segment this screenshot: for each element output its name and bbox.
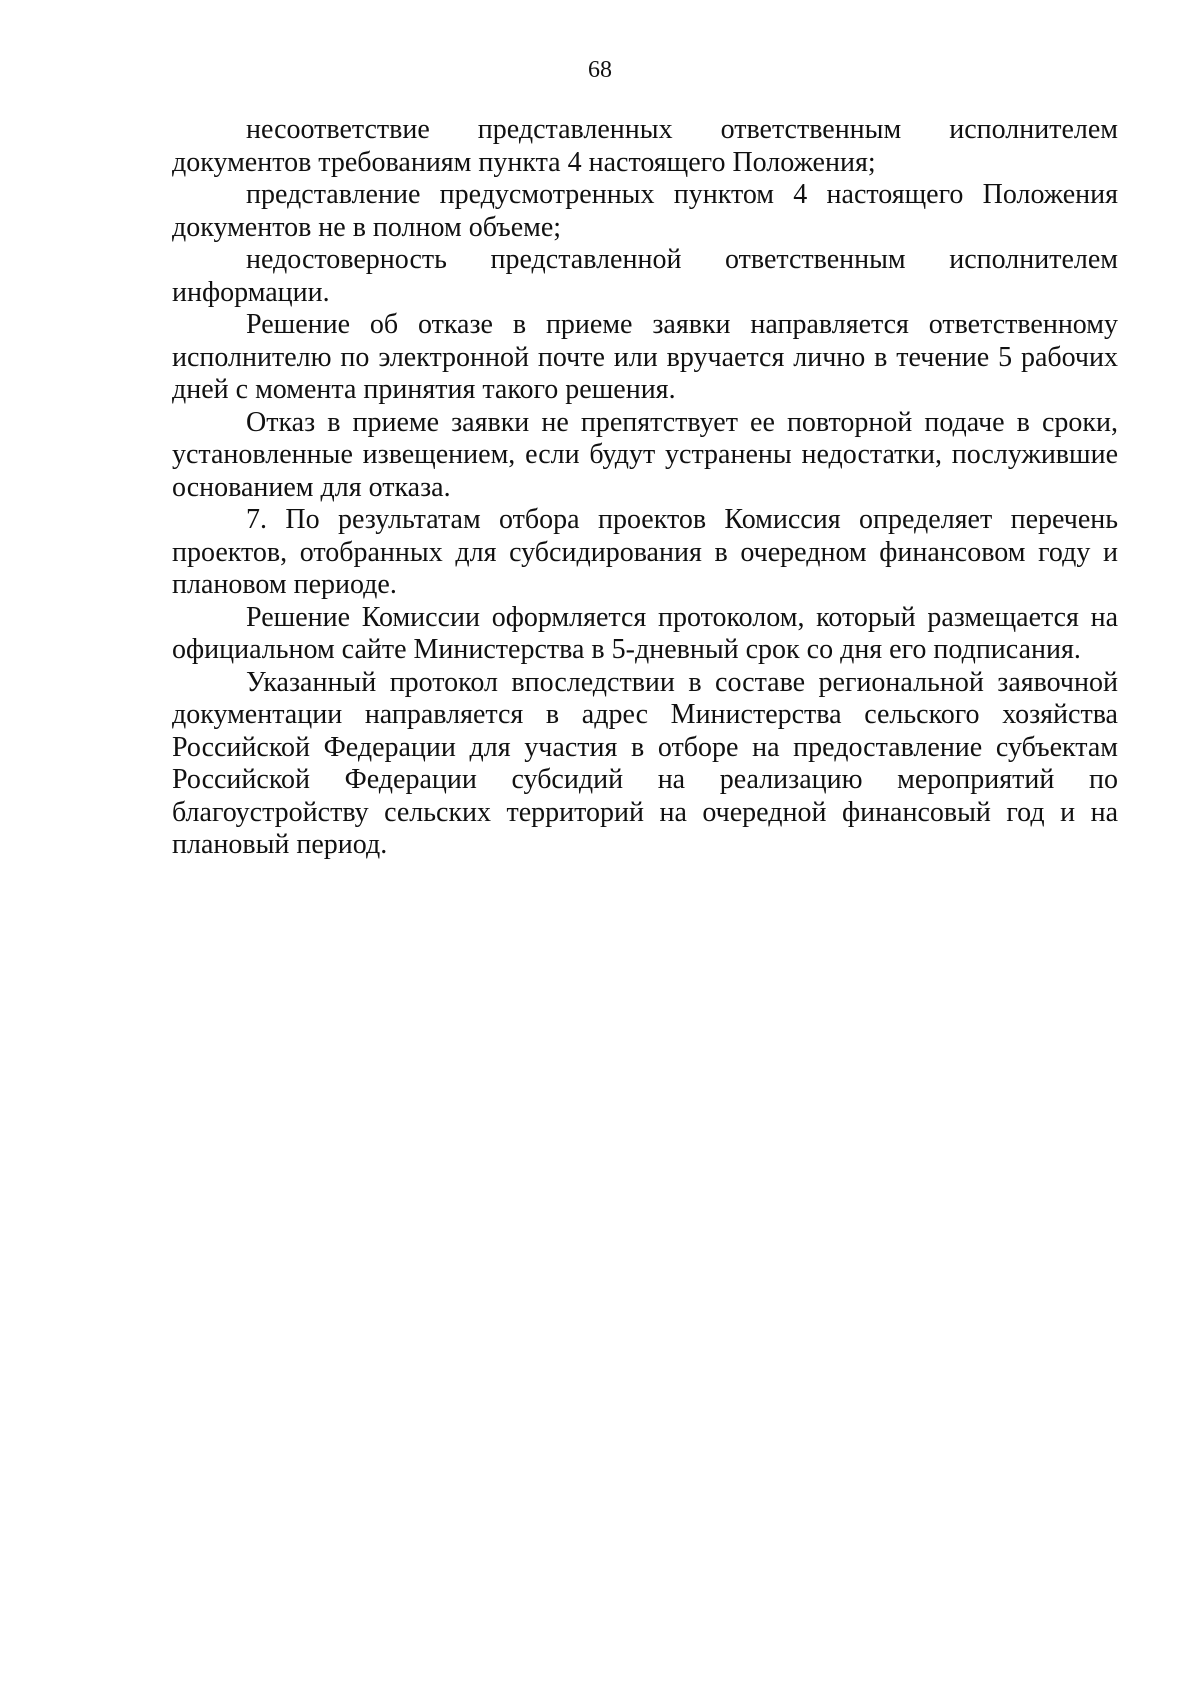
paragraph-resubmission: Отказ в приеме заявки не препятствует ее повторной подаче в сроки, установленные извещением, если будут устранены недостатки, послужившие основанием для отказа. — [172, 406, 1118, 503]
document-body — [172, 114, 1118, 862]
paragraph-protocol-submission: Указанный протокол впоследствии в составе региональной заявочной документации направляется в адрес Министерства сельского хозяйства Российской Федерации для участия в отборе на предоставление субъектам Российской Федерации субсидий на реализацию мероприятий по благоустройству сельских территорий на очередной финансовый год и на плановый период. — [172, 666, 1118, 860]
paragraph-commission-protocol: Решение Комиссии оформляется протоколом, который размещается на официальном сайте Министерства в 5-дневный срок со дня его подписания. — [172, 601, 1118, 665]
paragraph-nonconformity: несоответствие представленных ответственным исполнителем документов требованиям пункта 4 настоящего Положения; — [172, 114, 1118, 178]
paragraph-incomplete-documents: представление предусмотренных пунктом 4 настоящего Положения документов не в полном объеме; — [172, 179, 1118, 243]
page-number: 68 — [588, 57, 612, 83]
paragraph-rejection-notice: Решение об отказе в приеме заявки направляется ответственному исполнителю по электронной почте или вручается лично в течение 5 рабочих дней с момента принятия такого решения. — [172, 309, 1118, 405]
paragraph-unreliable-information: недостоверность представленной ответственным исполнителем информации. — [172, 244, 1118, 308]
paragraph-selection-results: 7. По результатам отбора проектов Комиссия определяет перечень проектов, отобранных для субсидирования в очередном финансовом году и плановом периоде. — [172, 504, 1118, 600]
